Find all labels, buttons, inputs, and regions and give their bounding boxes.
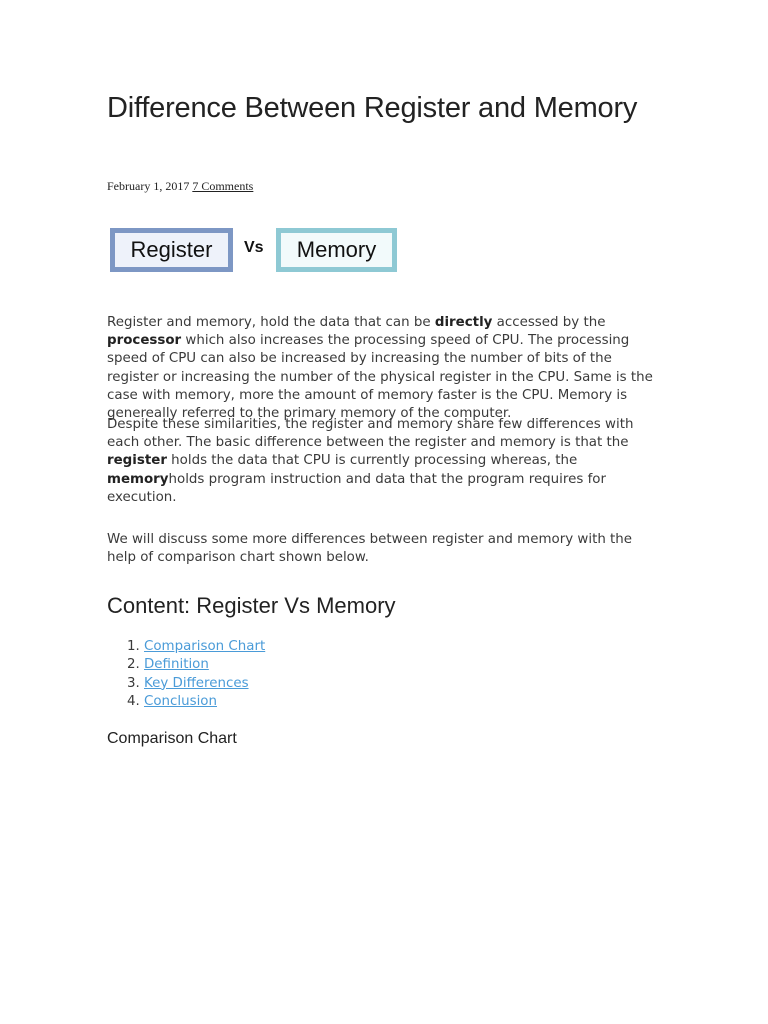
toc-link-comparison-chart[interactable]: Comparison Chart (144, 639, 266, 654)
p2-text-3: holds program instruction and data that the program requires for execution. (107, 471, 606, 505)
article-title: Difference Between Register and Memory (107, 92, 638, 124)
intro-bold-directly: directly (434, 315, 493, 330)
vs-label: Vs (244, 239, 264, 256)
toc-item (144, 656, 696, 674)
p2-text-1: Despite these similarities, the register and memory share few differences with each other. The basic difference between the register and memory is that the (107, 417, 634, 451)
toc-item (144, 693, 696, 711)
toc-link-conclusion[interactable]: Conclusion (144, 693, 217, 709)
register-vs-memory-image (107, 227, 399, 277)
p2-text-2: holds the data that CPU is currently processing whereas, the (166, 453, 578, 469)
content-heading: Content: Register Vs Memory (107, 593, 396, 618)
toc-link-key-differences[interactable]: Key Differences (144, 675, 249, 691)
p2-bold-register: register (107, 453, 167, 469)
table-of-contents (107, 638, 696, 711)
differences-paragraph (107, 416, 659, 507)
comparison-chart-heading: Comparison Chart (107, 730, 237, 747)
post-date: February 1, 2017 (107, 179, 190, 193)
memory-box: Memory (276, 228, 397, 272)
toc-item (144, 675, 696, 693)
intro-text-start: Register and memory, hold the data that can be (107, 315, 431, 330)
intro-text-3: which also increases the processing speed of CPU. The processing speed of CPU can also be increased by increasing the number of bits of the register or increasing the number of the physical register in the CPU. Same is the case with memory, more the amount of memory faster is the CPU. Memory is genereally referred to the primary memory of the computer. (107, 333, 653, 422)
register-box: Register (110, 228, 233, 272)
intro-bold-processor: processor (107, 333, 182, 349)
p2-bold-memory: memory (107, 471, 169, 487)
intro-paragraph (107, 227, 659, 423)
comments-link[interactable]: 7 Comments (192, 179, 254, 193)
toc-item (144, 638, 696, 656)
toc-link-definition[interactable]: Definition (144, 657, 209, 673)
intro-text-2: accessed by the (492, 315, 606, 330)
article-meta (107, 178, 659, 194)
discussion-paragraph: We will discuss some more differences between register and memory with the help of comparison chart shown below. (107, 532, 633, 566)
